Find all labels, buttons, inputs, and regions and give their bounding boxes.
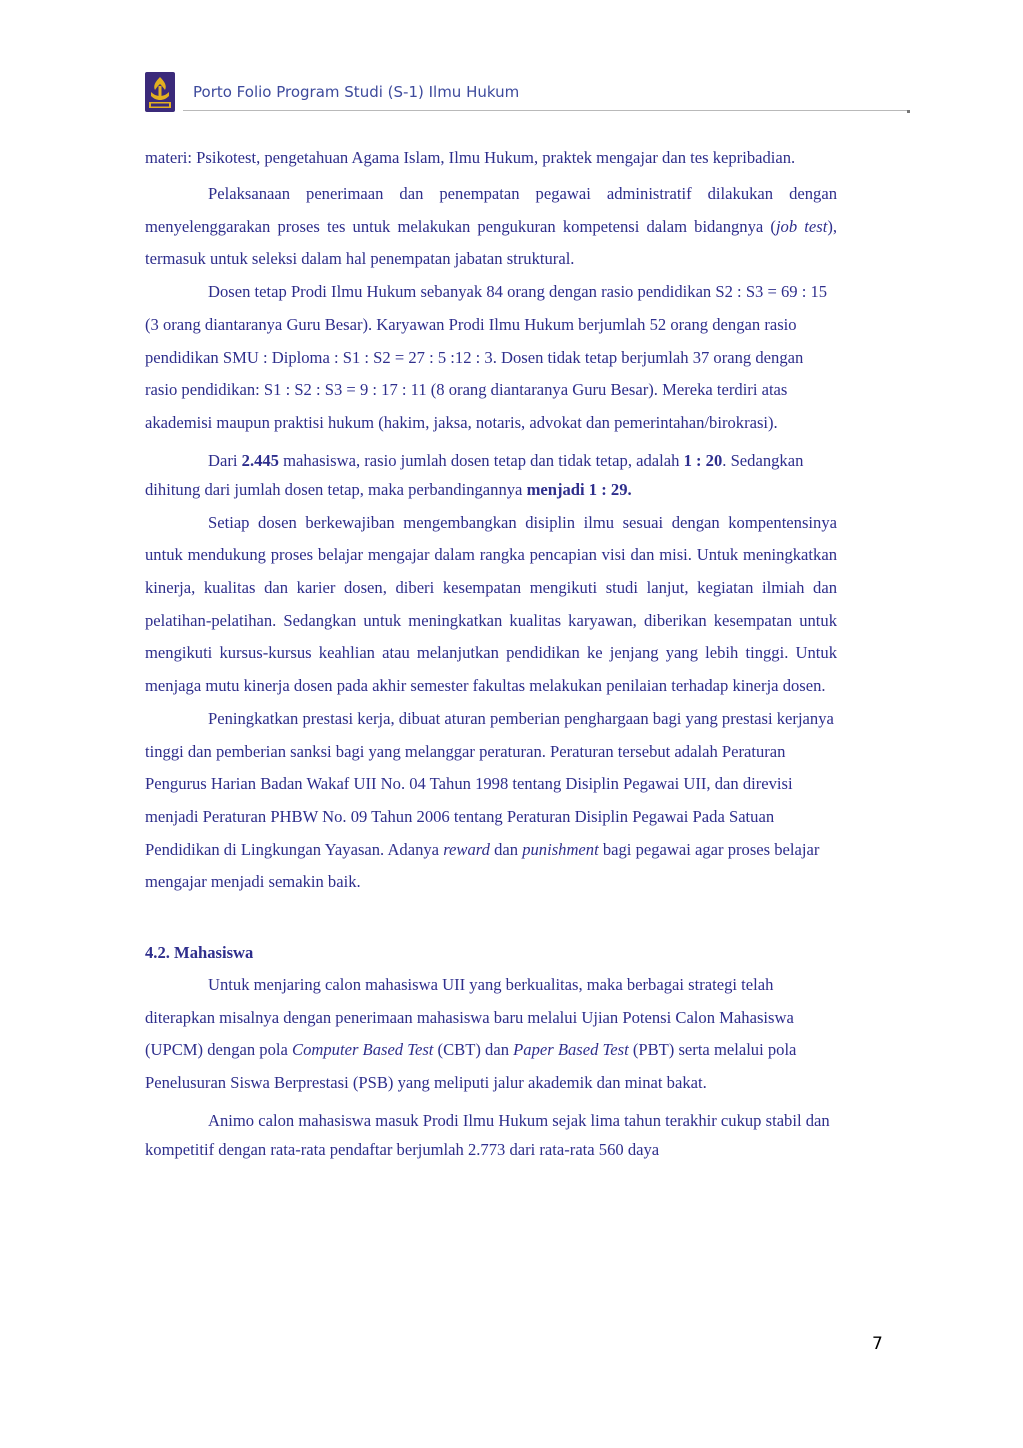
- header-divider: [183, 110, 909, 111]
- paragraph-applicants: Animo calon mahasiswa masuk Prodi Ilmu Hukum sejak lima tahun terakhir cukup stabil dan kompetitif dengan rata-rata pendaftar berjumlah 2.773 dari rata-rata 560 daya: [145, 1110, 830, 1159]
- header-title: Porto Folio Program Studi (S-1) Ilmu Hukum: [193, 83, 520, 101]
- section-heading: 4.2. Mahasiswa: [145, 943, 254, 963]
- paragraph-administrative-staff: Pelaksanaan penerimaan dan penempatan pegawai administratif dilakukan dengan menyelenggarakan proses tes untuk melakukan pengukuran kompetensi dalam bidangnya (job test), termasuk untuk seleksi dalam hal penempatan jabatan struktural.: [145, 184, 838, 269]
- page-number: 7: [872, 1334, 883, 1354]
- paragraph-recruitment: Untuk menjaring calon mahasiswa UII yang berkualitas, maka berbagai strategi telah diterapkan misalnya dengan penerimaan mahasiswa baru melalui Ujian Potensi Calon Mahasiswa (UPCM) dengan pola Computer Based Test (CBT) dan Paper Based Test (PBT) serta melalui pola Penelusuran Siswa Berprestasi (PSB) yang meliputi jalur akademik dan minat bakat.: [145, 975, 797, 1093]
- paragraph-rewards: Peningkatkan prestasi kerja, dibuat aturan pemberian penghargaan bagi yang prestasi kerjanya tinggi dan pemberian sanksi bagi yang melanggar peraturan. Peraturan tersebut adalah Peraturan Pengurus Harian Badan Wakaf UII No. 04 Tahun 1998 tentang Disiplin Pegawai UII, dan direvisi menjadi Peraturan PHBW No. 09 Tahun 2006 tentang Peraturan Disiplin Pegawai Pada Satuan Pendidikan di Lingkungan Yayasan. Adanya reward dan punishment bagi pegawai agar proses belajar mengajar menjadi semakin baik.: [145, 708, 834, 892]
- paragraph-continuation: materi: Psikotest, pengetahuan Agama Islam, Ilmu Hukum, praktek mengajar dan tes kepribadian.: [145, 148, 796, 167]
- header-divider-end: [907, 110, 910, 113]
- university-logo: [145, 72, 175, 112]
- paragraph-development: Setiap dosen berkewajiban mengembangkan disiplin ilmu sesuai dengan kompentensinya untuk mendukung proses belajar mengajar dalam rangka pencapian visi dan misi. Untuk meningkatkan kinerja, kualitas dan karier dosen, diberi kesempatan mengikuti studi lanjut, kegiatan ilmiah dan pelatihan-pelatihan. Sedangkan untuk meningkatkan kualitas karyawan, diberikan kesempatan untuk mengikuti kursus-kursus keahlian atau melanjutkan pendidikan ke jenjang yang lebih tinggi. Untuk menjaga mutu kinerja dosen pada akhir semester fakultas melakukan penilaian terhadap kinerja dosen.: [145, 512, 837, 696]
- paragraph-ratio: Dari 2.445 mahasiswa, rasio jumlah dosen tetap dan tidak tetap, adalah 1 : 20. Sedangkan dihitung dari jumlah dosen tetap, maka perbandingannya menjadi 1 : 29.: [145, 450, 804, 499]
- page-header: [145, 72, 910, 116]
- document-body: [145, 143, 837, 1164]
- paragraph-lecturers: Dosen tetap Prodi Ilmu Hukum sebanyak 84 orang dengan rasio pendidikan S2 : S3 = 69 : 15 (3 orang diantaranya Guru Besar). Karyawan Prodi Ilmu Hukum berjumlah 52 orang dengan rasio pendidikan SMU : Diploma : S1 : S2 = 27 : 5 :12 : 3. Dosen tidak tetap berjumlah 37 orang dengan rasio pendidikan: S1 : S2 : S3 = 9 : 17 : 11 (8 orang diantaranya Guru Besar). Mereka terdiri atas akademisi maupun praktisi hukum (hakim, jaksa, notaris, advokat dan pemerintahan/birokrasi).: [145, 282, 828, 432]
